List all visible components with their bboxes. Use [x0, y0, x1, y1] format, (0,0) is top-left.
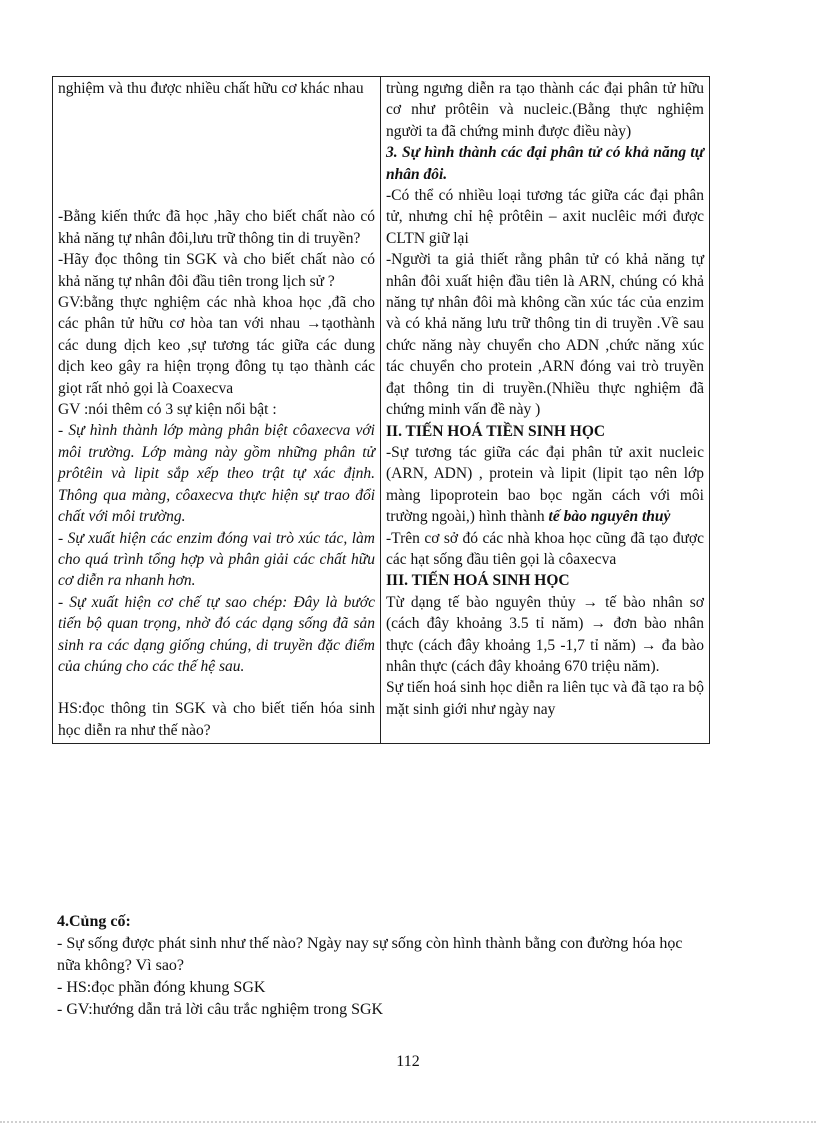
- event-self-copy: - Sự xuất hiện cơ chế tự sao chép: Đây là bước tiến bộ quan trọng, nhờ đó các dạng sống đã sản sinh ra các dạng giống chúng, di truyền đặc điểm của chúng cho các thế hệ sau.: [58, 593, 375, 675]
- coacervate-paragraph: -Trên cơ sở đó các nhà khoa học cũng đã tạo được các hạt sống đầu tiên gọi là côaxecva: [386, 529, 704, 568]
- consolidation-question: - Sự sống được phát sinh như thế nào? Ngày nay sự sống còn hình thành bằng con đường hóa học nữa không? Vì sao?: [57, 935, 683, 974]
- section-3-heading: 3. Sự hình thành các đại phân tử có khả năng tự nhân đôi.: [386, 144, 704, 183]
- right-intro: trùng ngưng diễn ra tạo thành các đại phân tử hữu cơ như prôtêin và nucleic.(Bằng thực nghiệm người ta đã chứng minh được điều này): [386, 80, 704, 140]
- event-membrane: - Sự hình thành lớp màng phân biệt côaxecva với môi trường. Lớp màng này gồm những phân tử prôtêin và lipit sắp xếp theo trật tự xác định. Thông qua màng, côaxecva thực hiện sự trao đổi chất với môi trường.: [58, 422, 375, 526]
- consolidation-hs: - HS:đọc phần đóng khung SGK: [57, 979, 266, 996]
- arn-hypothesis-paragraph: -Người ta giả thiết rằng phân tử có khả năng tự nhân đôi xuất hiện đầu tiên là ARN, chúng có khả năng tự nhân đôi mà không cần xúc tác của enzim và có khả năng lưu trữ thông tin di truyền .Về sau chức năng này chuyển cho ADN ,chức năng xúc tác chuyển cho protein ,ARN đóng vai trò truyền đạt thông tin di truyền.(Nhiều thực nghiệm đã chứng minh vấn đề này ): [386, 251, 704, 419]
- left-intro: nghiệm và thu được nhiều chất hữu cơ khác nhau: [58, 80, 364, 97]
- interaction-paragraph: -Có thể có nhiều loại tương tác giữa các đại phân tử, nhưng chỉ hệ prôtêin – axit nuclêic mới được CLTN giữ lại: [386, 187, 704, 247]
- section-iii-heading: III. TIẾN HOÁ SINH HỌC: [386, 572, 570, 590]
- gv-three-events: GV :nói thêm có 3 sự kiện nổi bật :: [58, 401, 277, 419]
- page-number: 112: [396, 1053, 420, 1070]
- primitive-cell-term: tế bào nguyên thuỷ: [548, 508, 671, 526]
- gv-coacervate-note: GV:bằng thực nghiệm các nhà khoa học ,đã cho các phân tử hữu cơ hòa tan với nhau →tạothành các dung dịch keo ,sự tương tác giữa các dung dịch keo gây ra hiện trọng đông tụ tạo thành các giọt rất nhỏ gọi là Coaxecva: [58, 294, 375, 397]
- question-self-replication: -Bằng kiến thức đã học ,hãy cho biết chất nào có khả năng tự nhân đôi,lưu trữ thông tin di truyền?: [58, 208, 375, 247]
- evolution-summary-paragraph: Sự tiến hoá sinh học diễn ra liên tục và đã tạo ra bộ mặt sinh giới như ngày nay: [386, 679, 704, 718]
- table-row: [53, 77, 710, 744]
- hs-question: HS:đọc thông tin SGK và cho biết tiến hóa sinh học diễn ra như thế nào?: [58, 700, 375, 739]
- lesson-table: [52, 76, 710, 744]
- consolidation-heading: 4.Củng cố:: [57, 913, 131, 930]
- section-ii-heading: II. TIẾN HOÁ TIỀN SINH HỌC: [386, 422, 606, 440]
- content-column: [381, 77, 710, 744]
- question-first-replicator: -Hãy đọc thông tin SGK và cho biết chất nào có khả năng tự nhân đôi đầu tiên trong lịch sử ?: [58, 251, 375, 290]
- primitive-cell-text: -Sự tương tác giữa các đại phân tử axit nucleic (ARN, ADN) , protein và lipit (lipit tạo nên lớp màng lipoprotein bao bọc ngăn cách với môi trường ngoài,) hình thành: [386, 443, 704, 526]
- primitive-cell-paragraph: [386, 442, 704, 528]
- consolidation-gv: - GV:hướng dẫn trả lời câu trắc nghiệm trong SGK: [57, 1001, 384, 1018]
- teacher-activity-column: [53, 77, 381, 744]
- evolution-timeline-paragraph: Từ dạng tế bào nguyên thủy → tế bào nhân sơ (cách đây khoảng 3.5 tỉ năm) → đơn bào nhân thực (cách đây khoảng 1,5 -1,7 tỉ năm) → đa bào nhân thực (cách đây khoảng 670 triệu năm).: [386, 593, 704, 675]
- page-edge-divider: [0, 1118, 816, 1123]
- consolidation-section: [57, 911, 707, 1021]
- event-enzyme: - Sự xuất hiện các enzim đóng vai trò xúc tác, làm cho quá trình tổng hợp và phân giải các chất hữu cơ diễn ra nhanh hơn.: [58, 529, 375, 590]
